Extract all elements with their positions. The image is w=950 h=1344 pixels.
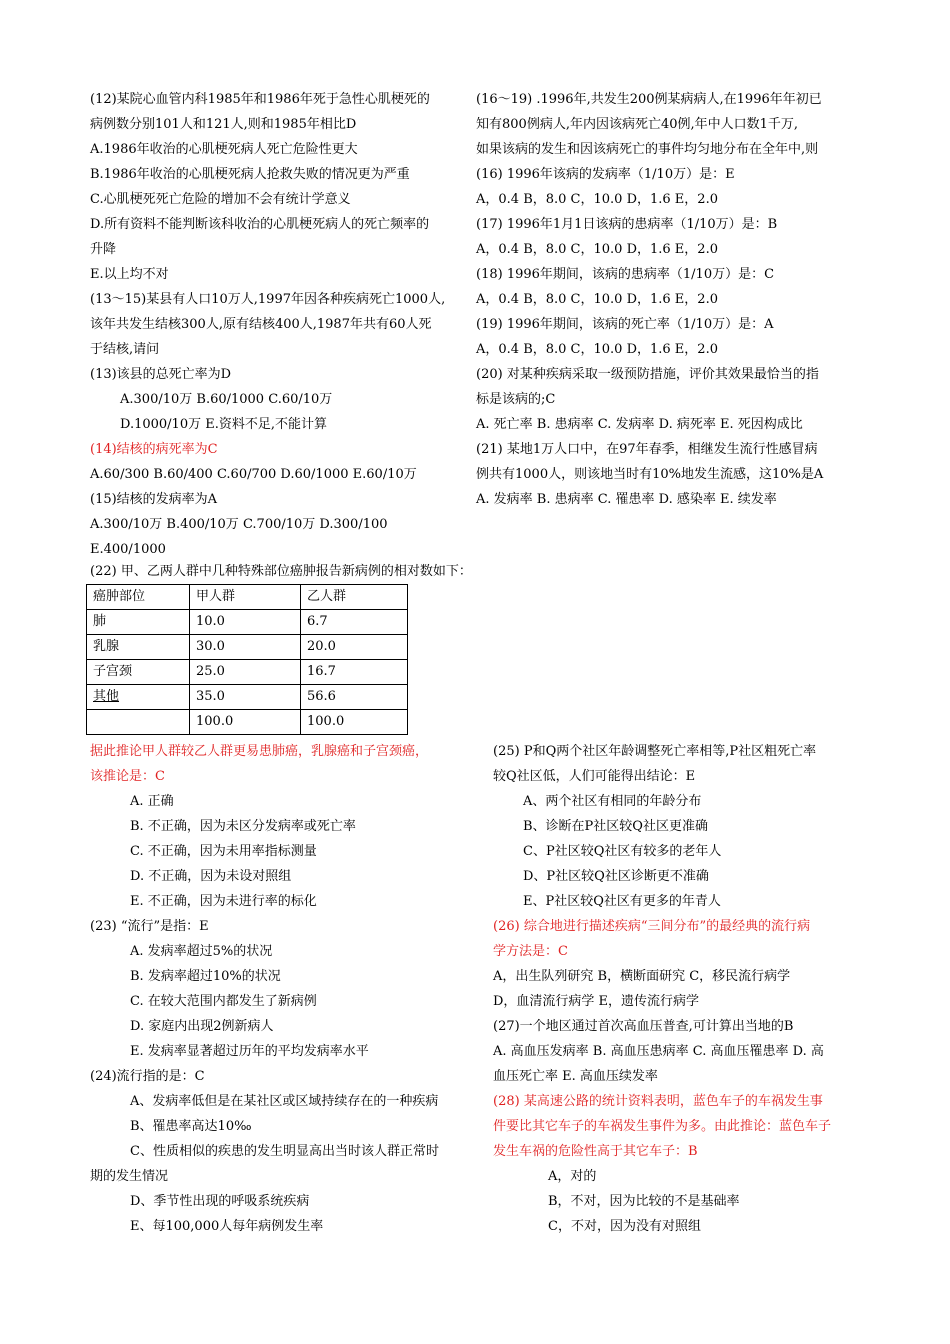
table-cell <box>87 710 190 735</box>
table-cell: 乳腺 <box>87 635 190 660</box>
text-line: 知有800例病人,年内因该病死亡40例,年中人口数1千万, <box>476 117 799 132</box>
text-line: A、发病率低但是在某社区或区域持续存在的一种疾病 <box>130 1094 439 1109</box>
text-line: 例共有1000人，则该地当时有10%地发生流感，这10%是A <box>476 467 824 482</box>
table-cell: 10.0 <box>190 610 301 635</box>
table-cell: 子宫颈 <box>87 660 190 685</box>
text-line: D.1000/10万 E.资料不足,不能计算 <box>120 417 327 432</box>
text-line: (19) 1996年期间，该病的死亡率（1/10万）是：A <box>476 317 774 332</box>
left-column-bottom <box>90 739 475 1239</box>
table-header-cell: 乙人群 <box>301 585 408 610</box>
table-cell: 20.0 <box>301 635 408 660</box>
text-line: E.以上均不对 <box>90 267 169 282</box>
table-cell: 16.7 <box>301 660 408 685</box>
text-line: 较Q社区低，人们可能得出结论：E <box>493 769 696 784</box>
text-line: E. 不正确，因为未进行率的标化 <box>130 894 317 909</box>
table-cell: 30.0 <box>190 635 301 660</box>
text-line: A.300/10万 B.400/10万 C.700/10万 D.300/100 <box>90 517 388 532</box>
text-line: E. 发病率显著超过历年的平均发病率水平 <box>130 1044 369 1059</box>
text-line: 学方法是：C <box>493 944 568 959</box>
text-line: (25) P和Q两个社区年龄调整死亡率相等,P社区粗死亡率 <box>493 744 817 759</box>
text-line: 发生车祸的危险性高于其它车子：B <box>493 1144 698 1159</box>
text-line: (23) “流行”是指：E <box>90 919 209 934</box>
text-line: (18) 1996年期间，该病的患病率（1/10万）是：C <box>476 267 775 282</box>
table-cell: 35.0 <box>190 685 301 710</box>
text-line: A，0.4 B，8.0 C，10.0 D，1.6 E，2.0 <box>476 192 718 207</box>
text-line: (15)结核的发病率为A <box>90 492 218 507</box>
text-line: (13)该县的总死亡率为D <box>90 367 232 382</box>
text-line: A. 死亡率 B. 患病率 C. 发病率 D. 病死率 E. 死因构成比 <box>476 417 803 432</box>
text-line: B. 发病率超过10%的状况 <box>130 969 281 984</box>
text-line: B.1986年收治的心肌梗死病人抢救失败的情况更为严重 <box>90 167 410 182</box>
text-line: A. 高血压发病率 B. 高血压患病率 C. 高血压罹患率 D. 高 <box>493 1044 824 1059</box>
left-column-top <box>90 87 475 562</box>
text-line: E、每100,000人每年病例发生率 <box>130 1219 324 1234</box>
text-line: (14)结核的病死率为C <box>90 442 218 457</box>
table-header-cell: 癌肿部位 <box>87 585 190 610</box>
text-line: A. 发病率超过5%的状况 <box>130 944 273 959</box>
table-cell: 100.0 <box>190 710 301 735</box>
text-line: B、罹患率高达10‰ <box>130 1119 252 1134</box>
text-line: D、P社区较Q社区诊断更不准确 <box>523 869 709 884</box>
text-line: 件要比其它车子的车祸发生事件为多。由此推论：蓝色车子 <box>493 1119 832 1134</box>
table-cell: 其他 <box>87 685 190 710</box>
text-line: C. 不正确，因为未用率指标测量 <box>130 844 317 859</box>
text-line: A，0.4 B，8.0 C，10.0 D，1.6 E，2.0 <box>476 292 718 307</box>
text-line: 期的发生情况 <box>90 1169 169 1184</box>
text-line: (21) 某地1万人口中，在97年春季，相继发生流行性感冒病 <box>476 442 818 457</box>
text-line: B. 不正确，因为未区分发病率或死亡率 <box>130 819 356 834</box>
text-line: B、诊断在P社区较Q社区更准确 <box>523 819 708 834</box>
text-line: 该推论是：C <box>90 769 165 784</box>
text-line: 该年共发生结核300人,原有结核400人,1987年共有60人死 <box>90 317 432 332</box>
text-line: A，出生队列研究 B，横断面研究 C，移民流行病学 <box>493 969 791 984</box>
text-line: 如果该病的发生和因该病死亡的事件均匀地分布在全年中,则 <box>476 142 819 157</box>
table-header-row <box>87 585 408 610</box>
text-line: (20) 对某种疾病采取一级预防措施，评价其效果最恰当的指 <box>476 367 819 382</box>
text-line: D. 家庭内出现2例新病人 <box>130 1019 274 1034</box>
text-line: A，对的 <box>548 1169 597 1184</box>
text-line: D、季节性出现的呼吸系统疾病 <box>130 1194 310 1209</box>
text-line: E.400/1000 <box>90 542 166 557</box>
cancer-table <box>86 584 408 735</box>
text-line: A.1986年收治的心肌梗死病人死亡危险性更大 <box>90 142 358 157</box>
text-line: D.所有资料不能判断该科收治的心肌梗死病人的死亡频率的 <box>90 217 430 232</box>
text-line: 升降 <box>90 242 117 257</box>
question-22: (22) 甲、乙两人群中几种特殊部位癌肿报告新病例的相对数如下： <box>90 564 472 579</box>
text-line: C，不对，因为没有对照组 <box>548 1219 701 1234</box>
table-cell: 6.7 <box>301 610 408 635</box>
text-line: D. 不正确，因为未设对照组 <box>130 869 292 884</box>
text-line: A.60/300 B.60/400 C.60/700 D.60/1000 E.60/10万 <box>90 467 417 482</box>
text-line: E、P社区较Q社区有更多的年青人 <box>523 894 721 909</box>
table-cell: 25.0 <box>190 660 301 685</box>
text-line: (24)流行指的是：C <box>90 1069 205 1084</box>
text-line: C、P社区较Q社区有较多的老年人 <box>523 844 722 859</box>
table-header-cell: 甲人群 <box>190 585 301 610</box>
text-line: (13～15)某县有人口10万人,1997年因各种疾病死亡1000人, <box>90 292 446 307</box>
text-line: A. 正确 <box>130 794 174 809</box>
text-line: A，0.4 B，8.0 C，10.0 D，1.6 E，2.0 <box>476 242 718 257</box>
text-line: (28) 某高速公路的统计资料表明，蓝色车子的车祸发生事 <box>493 1094 823 1109</box>
table-row <box>87 635 408 660</box>
text-line: C.心肌梗死死亡危险的增加不会有统计学意义 <box>90 192 351 207</box>
table-row <box>87 660 408 685</box>
text-line: 病例数分别101人和121人,则和1985年相比D <box>90 117 357 132</box>
text-line: D，血清流行病学 E，遗传流行病学 <box>493 994 700 1009</box>
text-line: C、性质相似的疾患的发生明显高出当时该人群正常时 <box>130 1144 439 1159</box>
table-cell: 100.0 <box>301 710 408 735</box>
right-column-bottom <box>493 739 883 1239</box>
text-line: A. 发病率 B. 患病率 C. 罹患率 D. 感染率 E. 续发率 <box>476 492 777 507</box>
right-column-top <box>476 87 876 512</box>
text-line: (16～19) .1996年,共发生200例某病病人,在1996年年初已 <box>476 92 822 107</box>
text-line: (27)一个地区通过首次高血压普查,可计算出当地的B <box>493 1019 794 1034</box>
text-line: A.300/10万 B.60/1000 C.60/10万 <box>120 392 333 407</box>
text-line: (17) 1996年1月1日该病的患病率（1/10万）是：B <box>476 217 778 232</box>
text-line: 于结核,请问 <box>90 342 160 357</box>
text-line: B，不对，因为比较的不是基础率 <box>548 1194 740 1209</box>
table-row <box>87 685 408 710</box>
text-line: (12)某院心血管内科1985年和1986年死于急性心肌梗死的 <box>90 92 430 107</box>
table-cell: 56.6 <box>301 685 408 710</box>
text-line: A，0.4 B，8.0 C，10.0 D，1.6 E，2.0 <box>476 342 718 357</box>
text-line: 标是该病的;C <box>476 392 556 407</box>
text-line: 据此推论甲人群较乙人群更易患肺癌，乳腺癌和子宫颈癌， <box>90 744 429 759</box>
table-total-row <box>87 710 408 735</box>
text-line: C. 在较大范围内都发生了新病例 <box>130 994 317 1009</box>
text-line: (16) 1996年该病的发病率（1/10万）是：E <box>476 167 735 182</box>
text-line: (26) 综合地进行描述疾病“三间分布”的最经典的流行病 <box>493 919 811 934</box>
table-row <box>87 610 408 635</box>
text-line: 血压死亡率 E. 高血压续发率 <box>493 1069 658 1084</box>
text-line: A、两个社区有相同的年龄分布 <box>523 794 702 809</box>
table-cell: 肺 <box>87 610 190 635</box>
